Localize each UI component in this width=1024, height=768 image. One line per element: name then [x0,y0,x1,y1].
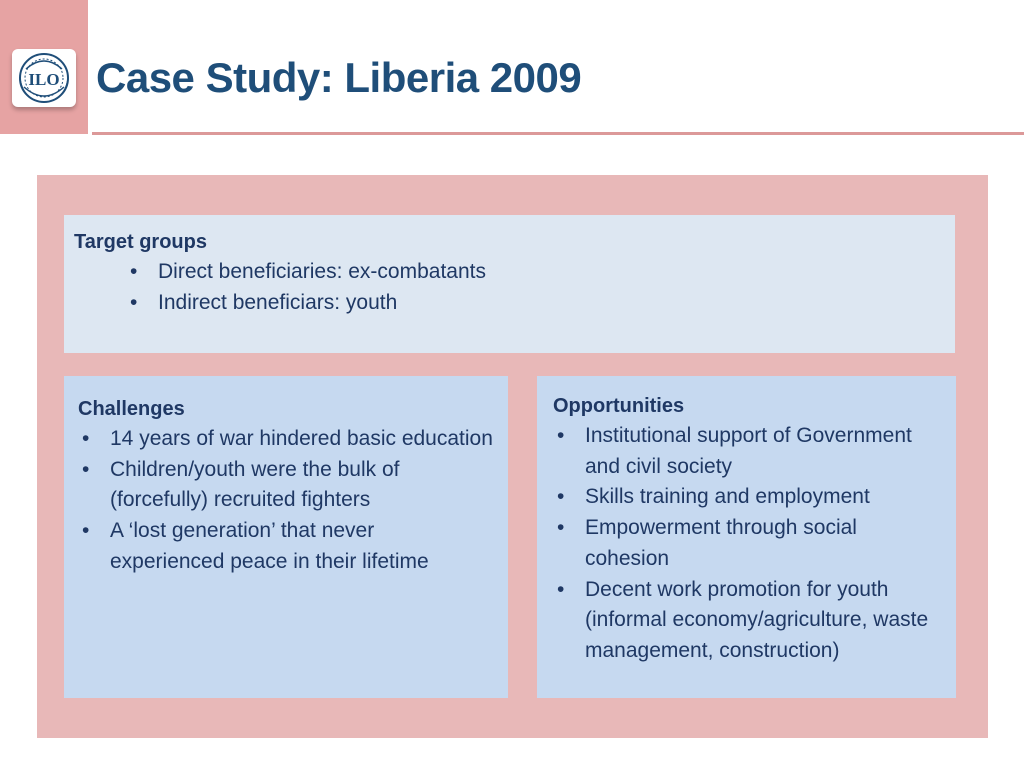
list-item: • Skills training and employment [553,482,940,513]
list-item: • Decent work promotion for youth (informal economy/agriculture, waste management, construction) [553,575,940,667]
title-divider [92,132,1024,135]
ilo-emblem-icon [12,49,76,107]
logo-text: ILO [28,70,60,89]
target-groups-list [74,257,945,318]
opportunities-heading: Opportunities [553,395,685,417]
challenges-heading: Challenges [78,398,185,420]
list-item: • Indirect beneficiars: youth [74,288,945,319]
list-item: • A ‘lost generation’ that never experienced peace in their lifetime [78,516,494,577]
opportunities-box [537,376,956,698]
list-item: • 14 years of war hindered basic education [78,424,494,455]
challenges-list [78,424,494,578]
target-groups-box [64,215,955,353]
logo-block [0,0,88,134]
target-groups-heading: Target groups [74,231,207,253]
list-item: • Children/youth were the bulk of (forcefully) recruited fighters [78,455,494,516]
challenges-box [64,376,508,698]
ilo-emblem-graphic [12,49,76,107]
page-title: Case Study: Liberia 2009 [96,54,582,101]
list-item: • Institutional support of Government and civil society [553,421,940,482]
list-item: • Empowerment through social cohesion [553,513,940,574]
opportunities-list [553,421,940,667]
list-item: • Direct beneficiaries: ex-combatants [74,257,945,288]
